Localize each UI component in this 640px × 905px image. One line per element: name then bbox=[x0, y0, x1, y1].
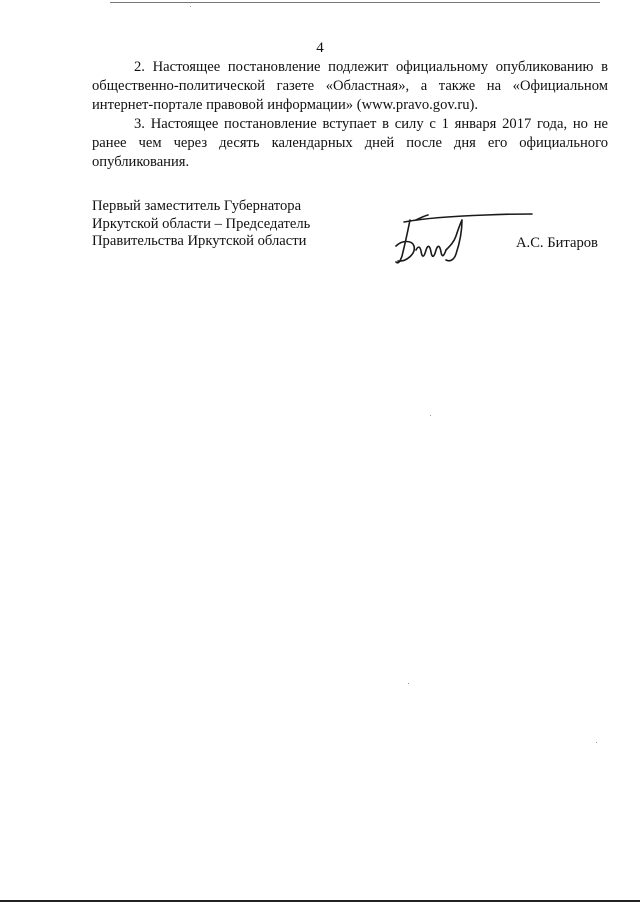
scan-speck bbox=[596, 742, 597, 743]
signatory-position-line: Правительства Иркутской области bbox=[92, 233, 307, 249]
handwritten-signature bbox=[376, 206, 536, 276]
scan-speck bbox=[190, 6, 191, 7]
signatory-position-line: Первый заместитель Губернатора bbox=[92, 198, 302, 214]
paragraph-publication: 2. Настоящее постановление подлежит официальному опубликованию в общественно-политической газете «Областная», а также на «Официальном интернет-портале правовой информации» (www.pravo.gov.ru). bbox=[92, 59, 608, 113]
paragraph-effective-date: 3. Настоящее постановление вступает в силу с 1 января 2017 года, но не ранее чем через десять календарных дней после дня его официального опубликования. bbox=[92, 116, 608, 170]
bottom-scan-edge bbox=[0, 900, 640, 902]
scan-speck bbox=[430, 415, 431, 416]
document-body bbox=[92, 58, 608, 172]
top-scan-rule bbox=[110, 2, 600, 3]
page-number: 4 bbox=[316, 40, 324, 56]
signatory-position-line: Иркутской области – Председатель bbox=[92, 215, 311, 232]
signatory-name: А.С. Битаров bbox=[516, 235, 598, 251]
scan-speck bbox=[408, 683, 409, 684]
